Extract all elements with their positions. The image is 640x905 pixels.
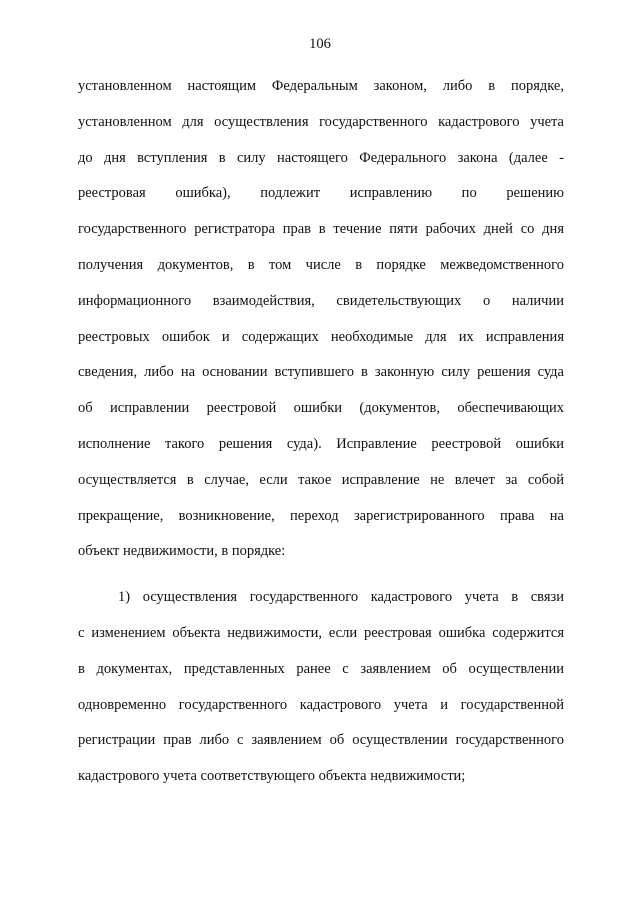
text-line: осуществляется в случае, если такое исправление не влечет за собой	[78, 471, 564, 488]
text-line: сведения, либо на основании вступившего в законную силу решения суда	[78, 364, 564, 381]
text-line: 1) осуществления государственного кадастрового учета в связи	[118, 589, 564, 606]
text-line: регистрации прав либо с заявлением об осуществлении государственного	[78, 732, 564, 749]
paragraph-registry-error	[78, 69, 564, 570]
text-line: до дня вступления в силу настоящего Федерального закона (далее -	[78, 149, 564, 166]
text-line: установленном настоящим Федеральным законом, либо в порядке,	[78, 78, 564, 94]
text-line: реестровых ошибок и содержащих необходимые для их исправления	[78, 328, 564, 345]
text-line: прекращение, возникновение, переход зарегистрированного права на	[78, 507, 564, 524]
text-line: объект недвижимости, в порядке:	[78, 543, 286, 560]
text-line: одновременно государственного кадастрового учета и государственной	[78, 696, 564, 713]
text-line: реестровая ошибка), подлежит исправлению по решению	[78, 185, 564, 202]
text-line: информационного взаимодействия, свидетельствующих о наличии	[78, 292, 564, 309]
paragraph-spacer	[78, 570, 564, 580]
text-line: об исправлении реестровой ошибки (документов, обеспечивающих	[78, 400, 564, 417]
text-line: получения документов, в том числе в порядке межведомственного	[78, 256, 564, 273]
text-line: установленном для осуществления государственного кадастрового учета	[78, 113, 564, 130]
text-line: с изменением объекта недвижимости, если реестровая ошибка содержится	[78, 624, 564, 641]
paragraph-item-1	[78, 580, 564, 795]
text-line: исполнение такого решения суда). Исправление реестровой ошибки	[78, 435, 564, 452]
text-line: государственного регистратора прав в течение пяти рабочих дней со дня	[78, 221, 564, 238]
page-number: 106	[309, 36, 331, 52]
text-line: в документах, представленных ранее с заявлением об осуществлении	[78, 660, 564, 677]
text-line: кадастрового учета соответствующего объекта недвижимости;	[78, 768, 466, 785]
document-body	[78, 69, 564, 795]
